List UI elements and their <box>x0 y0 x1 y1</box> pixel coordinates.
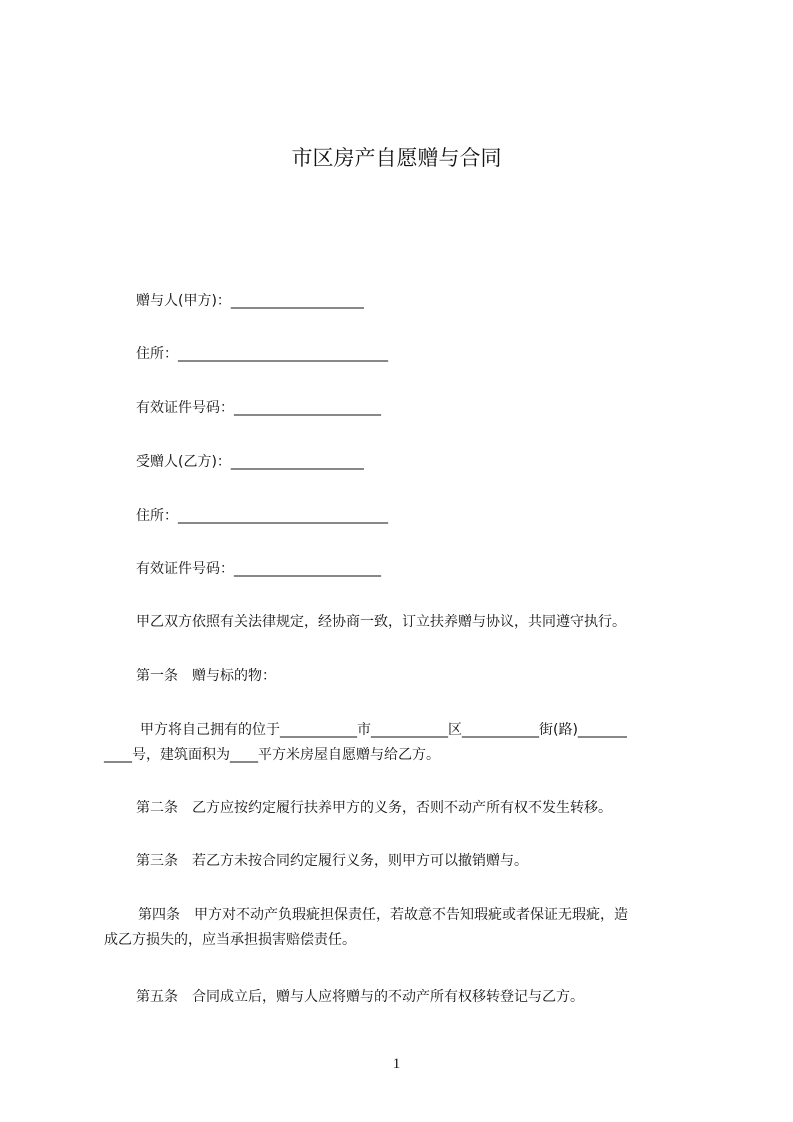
article-1-heading: 第一条 赠与标的物： <box>136 668 276 684</box>
donor-field: 赠与人(甲方)：___________________ <box>136 293 364 309</box>
article-4-line-2: 成乙方损失的，应当承担损害赔偿责任。 <box>104 932 356 948</box>
article-5: 第五条 合同成立后，赠与人应将赠与的不动产所有权移转登记与乙方。 <box>136 989 584 1005</box>
article-1-line-2: ____号，建筑面积为____平方米房屋自愿赠与给乙方。 <box>104 747 440 763</box>
document-title: 市区房产自愿赠与合同 <box>291 146 502 170</box>
article-2: 第二条 乙方应按约定履行扶养甲方的义务，否则不动产所有权不发生转移。 <box>136 800 612 816</box>
page-number: 1 <box>392 1056 401 1072</box>
article-1-line-1: 甲方将自己拥有的位于___________市___________区___________街(路)_______ <box>140 722 627 738</box>
donee-id-field: 有效证件号码：_____________________ <box>136 561 381 577</box>
donor-address-field: 住所：______________________________ <box>136 346 388 362</box>
donee-field: 受赠人(乙方)：___________________ <box>136 454 364 470</box>
donor-id-field: 有效证件号码：_____________________ <box>136 400 381 416</box>
donee-address-field: 住所：______________________________ <box>136 508 388 524</box>
intro-paragraph: 甲乙双方依照有关法律规定，经协商一致，订立扶养赠与协议，共同遵守执行。 <box>136 614 626 630</box>
article-4-line-1: 第四条 甲方对不动产负瑕疵担保责任，若故意不告知瑕疵或者保证无瑕疵，造 <box>138 907 628 923</box>
article-3: 第三条 若乙方未按合同约定履行义务，则甲方可以撤销赠与。 <box>136 853 528 869</box>
